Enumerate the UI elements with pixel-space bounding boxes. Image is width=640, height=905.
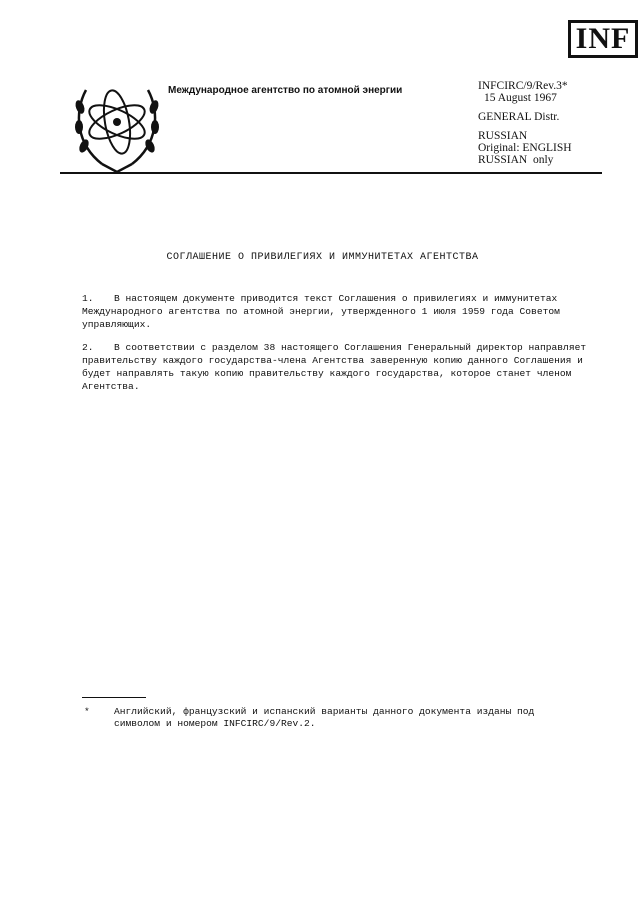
paragraph-2: [82, 341, 602, 393]
inf-badge: INF: [568, 20, 638, 58]
doc-date: 15 August 1967: [484, 92, 557, 104]
paragraph-number: 1.: [82, 293, 94, 304]
paragraph-text: В соответствии с разделом 38 настоящего Соглашения Генеральный директор направляет правительству каждого государства-члена Агентства заверенную копию данного Соглашения и будет направлять такую копию правительству каждого государства, которое станет членом Агентства.: [82, 342, 587, 392]
distribution: GENERAL Distr.: [478, 111, 560, 123]
footnote-text: Английский, французский и испанский варианты данного документа изданы под символом и номером INFCIRC/9/Rev.2.: [114, 706, 535, 729]
footnote-mark: *: [84, 706, 90, 717]
iaea-logo-icon: [72, 72, 162, 176]
footnote: [82, 706, 582, 730]
paragraph-1: [82, 292, 602, 331]
document-title: СОГЛАШЕНИЕ О ПРИВИЛЕГИЯХ И ИММУНИТЕТАХ АГЕНТСТВА: [166, 252, 479, 263]
language: RUSSIAN: [478, 130, 528, 142]
header-rule: [60, 172, 602, 174]
original-language: Original: ENGLISH: [478, 142, 572, 154]
footnote-rule: [82, 697, 146, 698]
language-only: RUSSIAN only: [478, 154, 554, 166]
doc-symbol: INFCIRC/9/Rev.3*: [478, 80, 568, 92]
agency-name: Международное агентство по атомной энергии: [168, 85, 403, 96]
paragraph-text: В настоящем документе приводится текст Соглашения о привилегиях и иммунитетах Международного агентства по атомной энергии, утвержденного 1 июля 1959 года Советом управляющих.: [82, 293, 560, 330]
paragraph-number: 2.: [82, 342, 94, 353]
